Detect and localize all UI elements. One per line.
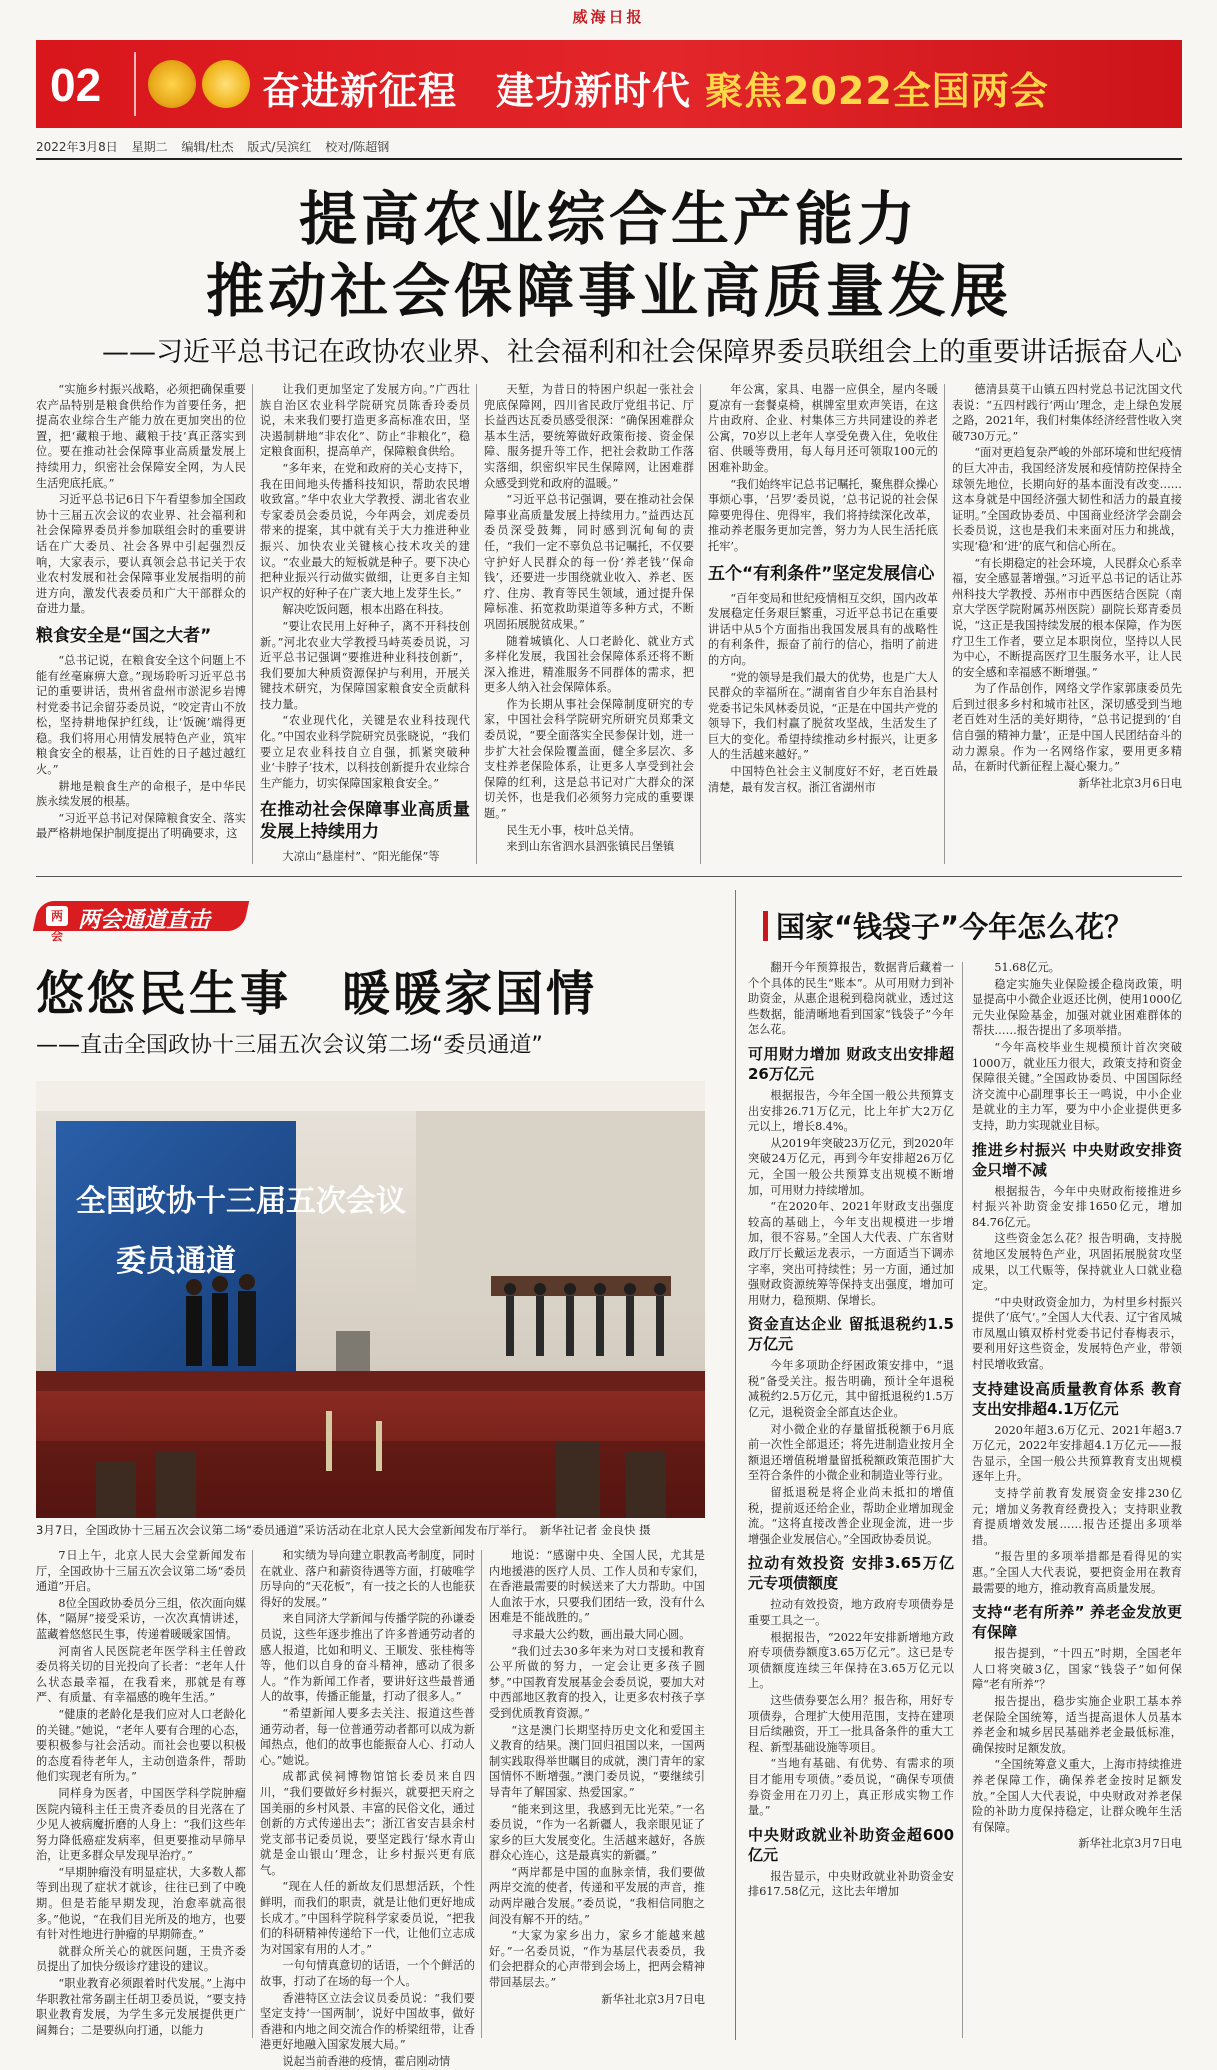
backdrop-text-2: 委员通道 bbox=[116, 1244, 236, 1279]
side-story-column-1 bbox=[748, 960, 954, 2042]
article-paragraph: “报告里的多项举措都是看得见的实惠。”全国人大代表说，要把资金用在教育最需要的地方，推动教育高质量发展。 bbox=[972, 1550, 1182, 1595]
side-story-column-2 bbox=[972, 960, 1182, 2042]
headline-line-2: 推动社会保障事业高质量发展 bbox=[205, 257, 1012, 325]
article-paragraph: 作为长期从事社会保障制度研究的专家，中国社会科学院研究所研究员郑秉文委员说，“要全面落实全民参保计划，进一步扩大社会保险覆盖面，健全多层次、多支柱养老保险体系，让更多人享受到社会保障的红利，这是总书记对广大群众的深切关怀，也是我们必须努力完成的重要课题。” bbox=[484, 697, 694, 821]
side-story-separator bbox=[735, 890, 736, 2040]
masthead-logo: 威海日报 bbox=[572, 8, 645, 26]
article-paragraph: 一句句情真意切的话语，一个个鲜活的故事，打动了在场的每一个人。 bbox=[260, 1959, 475, 1989]
article-paragraph: 报告提到，“十四五”时期，全国老年人口将突破3亿，国家“钱袋子”如何保障“老有所养”？ bbox=[972, 1647, 1182, 1692]
article-paragraph: 根据报告，“2022年安排新增地方政府专项债券额度3.65万亿元”。这已是专项债额度连续三年保持在3.65万亿元以上。 bbox=[748, 1630, 954, 1691]
column-separator bbox=[252, 1550, 253, 2038]
two-sessions-icon: 两会 bbox=[46, 906, 68, 926]
feature-column-1 bbox=[36, 1548, 246, 2042]
proof-credit: 校对/陈超钢 bbox=[325, 140, 390, 154]
top-story-column-5 bbox=[952, 382, 1182, 867]
dateline: 新华社北京3月7日电 bbox=[601, 1992, 705, 2006]
article-paragraph: 成都武侯祠博物馆馆长委员来自四川，“我们要做好乡村振兴，就要把天府之国美丽的乡村风景、丰富的民俗文化，通过创新的方式传递出去”；浙江省安吉县余村党支部书记委员说，要坚定践行‘绿水青山就是金山银山’理念，让乡村振兴更有底气。 bbox=[260, 1770, 475, 1877]
article-paragraph: 根据报告，今年中央财政衔接推进乡村振兴补助资金安排1650亿元，增加84.76亿元。 bbox=[972, 1184, 1182, 1229]
article-paragraph: “这是澳门长期坚持历史文化和爱国主义教育的结果。澳门回归祖国以来，一国两制实践取得举世瞩目的成就，澳门青年的家国情怀不断增强。”澳门委员说，“要继续引导青年了解国家、热爱国家。” bbox=[489, 1723, 705, 1799]
article-paragraph: 寻求最大公约数，画出最大同心圆。 bbox=[511, 1627, 691, 1641]
news-photo bbox=[36, 1081, 705, 1518]
article-paragraph: “今年高校毕业生规模预计首次突破1000万，就业压力很大，政策支持和资金保障很关键。”全国政协委员、中国国际经济交流中心副理事长王一鸣说，中小企业是就业的主力军，要为中小企业提供更多支持，助力实现就业目标。 bbox=[972, 1040, 1182, 1132]
issue-date: 2022年3月8日 bbox=[36, 140, 118, 154]
article-paragraph: “大家为家乡出力，家乡才能越来越好。”一名委员说，“作为基层代表委员，我们会把群众的心声带到会场上，把两会精神带回基层去。” bbox=[489, 1929, 705, 1990]
article-paragraph: “总书记说，在粮食安全这个问题上不能有丝毫麻痹大意。”现场聆听习近平总书记的重要讲话，贵州省盘州市淤泥乡岩博村党委书记余留芬委员说，“咬定青山不放松，坚持耕地保护红线，让‘饭碗’端得更稳。我们将用心用情发展特色产业，筑牢粮食安全的根基，让百姓的日子越过越红火。” bbox=[36, 653, 246, 777]
feature-column-3 bbox=[489, 1548, 705, 2042]
article-paragraph: 中国特色社会主义制度好不好，老百姓最清楚，最有发言权。浙江省湖州市 bbox=[708, 765, 938, 794]
feature-subtitle: ——直击全国政协十三届五次会议第二场“委员通道” bbox=[36, 1033, 543, 1058]
article-paragraph: “要让农民用上好种子，离不开科技创新。”河北农业大学教授马峙英委员说，习近平总书记强调“要推进种业科技创新”，我们要加大种质资源保护与利用，开展关键技术研究，为保障国家粮食安全贡献科技力量。 bbox=[260, 619, 470, 711]
article-paragraph: 支持学前教育发展资金安排230亿元；增加义务教育经费投入；支持职业教育提质增效发展……报告还提出多项举措。 bbox=[972, 1487, 1182, 1547]
slogan-gold: 聚焦2022全国两会 bbox=[705, 69, 1049, 113]
banner-divider bbox=[134, 52, 136, 116]
article-paragraph: “习近平总书记对保障粮食安全、落实最严格耕地保护制度提出了明确要求，这 bbox=[36, 811, 246, 841]
cppcc-emblem-icon bbox=[202, 60, 250, 108]
column-separator bbox=[944, 384, 945, 864]
top-story-column-4 bbox=[708, 382, 938, 867]
dateline: 新华社北京3月7日电 bbox=[1078, 1837, 1182, 1851]
side-story-title-text: 国家“钱袋子”今年怎么花？ bbox=[776, 910, 1134, 944]
slogan-main: 奋进新征程 建功新时代 bbox=[262, 69, 692, 113]
article-paragraph: 就群众所关心的就医问题，王贵齐委员提出了加快分级诊疗建设的建议。 bbox=[36, 1944, 246, 1974]
article-paragraph: “有长期稳定的社会环境，人民群众心系幸福，安全感显著增强。”习近平总书记的话让苏州科技大学教授、苏州市中西医结合医院（南京大学医学院附属苏州医院）副院长郑青委员说，“这正是我国持续发展的根本保障，作为医疗卫生工作者，要立足本职岗位，坚持以人民为中心，不断提高医疗卫生服务水平，让人民的安全感和幸福感不断增强。” bbox=[952, 556, 1182, 679]
section-subheading: 五个“有利条件”坚定发展信心 bbox=[708, 563, 935, 584]
section-tag bbox=[36, 897, 246, 943]
article-paragraph: “在2020年、2021年财政支出强度较高的基础上，今年支出规模进一步增加，很不容易。”全国人大代表、广东省财政厅厅长戴运龙表示，一方面适当下调赤字率，突出可持续性；另一方面，通过加强财政资源统筹等保持支出强度，增加可用财力，稳预期、保增长。 bbox=[748, 1200, 954, 1307]
article-paragraph: 来到山东省泗水县泗张镇民吕堡镇 bbox=[506, 840, 675, 854]
article-paragraph: 51.68亿元。 bbox=[994, 961, 1060, 974]
article-paragraph: 拉动有效投资，地方政府专项债券是重要工具之一。 bbox=[748, 1598, 954, 1627]
article-paragraph: “我们过去30多年来为对口支援和教育公平所做的努力，一定会让更多孩子圆梦。”中国教育发展基金会委员说，要加大对中西部地区教育的投入，让更多农村孩子享受到优质教育资源。” bbox=[489, 1644, 705, 1720]
section-subheading: 中央财政就业补助资金超600亿元 bbox=[748, 1825, 954, 1864]
article-paragraph: 从2019年突破23万亿元，到2020年突破24万亿元，再到今年安排超26万亿元，全国一般公共预算支出规模不断增加，可用财力持续增加。 bbox=[748, 1136, 954, 1197]
article-paragraph: 香港特区立法会议员委员说：“我们要坚定支持‘一国两制’，说好中国故事，做好香港和内地之间交流合作的桥梁纽带，让香港更好地融入国家发展大局。” bbox=[260, 1991, 475, 2052]
headline-subtitle: ——习近平总书记在政协农业界、社会福利和社会保障界委员联组会上的重要讲话振奋人心 bbox=[102, 337, 1182, 368]
article-paragraph: 年公寓，家具、电器一应俱全，屋内冬暖夏凉有一套餐桌椅，棋牌室里欢声笑语，在这片由政府、企业、村集体三方共同建设的养老公寓，70岁以上老年人享受免费入住，免收住宿、供暖等费用，每人每月还可领取100元的困难补助金。 bbox=[708, 383, 938, 474]
section-banner bbox=[36, 40, 1182, 128]
issue-weekday: 星期二 bbox=[131, 140, 168, 154]
section-subheading: 支持建设高质量教育体系 教育支出安排超4.1万亿元 bbox=[972, 1379, 1182, 1418]
section-subheading: 粮食安全是“国之大者” bbox=[36, 625, 212, 646]
article-paragraph: “农业现代化，关键是农业科技现代化。”中国农业科学院研究员张晓说，“我们要立足农业科技自立自强，抓紧突破种业‘卡脖子’技术，以科技创新提升农业综合生产能力，切实保障国家粮食安全。” bbox=[260, 714, 470, 790]
article-paragraph: “中央财政资金加力，为村里乡村振兴提供了‘底气’。”全国人大代表、辽宁省凤城市凤凰山镇双桥村党委书记付春梅表示，要利用好这些资金，发展特色产业，带领村民增收致富。 bbox=[972, 1295, 1182, 1372]
section-subheading: 资金直达企业 留抵退税约1.5万亿元 bbox=[748, 1315, 954, 1354]
page-number: 02 bbox=[50, 59, 102, 111]
article-paragraph: 和实绩为导向建立职教高考制度，同时在就业、落户和薪资待遇等方面，打破唯学历导向的“天花板”，有一技之长的人也能获得好的发展。” bbox=[260, 1549, 475, 1609]
editor-credit: 编辑/杜杰 bbox=[181, 140, 234, 154]
article-paragraph: “百年变局和世纪疫情相互交织，国内改革发展稳定任务艰巨繁重，习近平总书记在重要讲话中从5个方面指出我国发展具有的战略性的有利条件，振奋了前行的信心，指明了前进的方向。 bbox=[708, 591, 938, 667]
top-rule bbox=[36, 158, 1182, 160]
article-paragraph: 7日上午，北京人民大会堂新闻发布厅，全国政协十三届五次会议第二场“委员通道”开启。 bbox=[36, 1549, 246, 1594]
article-paragraph: “习近平总书记强调，要在推动社会保障事业高质量发展上持续用力。”益西达瓦委员深受鼓舞，同时感到沉甸甸的责任，“我们一定不辜负总书记嘱托，不仅要守护好人民群众的每一份‘养老钱’‘保命钱’，还要进一步围绕就业收入、养老、医疗、住房、教育等民生领域，通过提升保障标准、拓宽救助渠道等多种方式，不断巩固拓展脱贫成果。” bbox=[484, 493, 694, 631]
article-paragraph: 耕地是粮食生产的命根子，是中华民族永续发展的根基。 bbox=[36, 779, 246, 809]
column-separator bbox=[252, 384, 253, 864]
article-paragraph: 留抵退税是将企业尚未抵扣的增值税，提前返还给企业，帮助企业增加现金流。“这将直接改善企业现金流，进一步增强企业发展信心。”全国政协委员说。 bbox=[748, 1486, 954, 1546]
section-subheading: 在推动社会保障事业高质量发展上持续用力 bbox=[260, 800, 470, 843]
article-paragraph: “多年来，在党和政府的关心支持下，我在田间地头传播科技知识，帮助农民增收致富。”华中农业大学教授、湖北省农业专家委员会委员说，今年两会，刘虎委员带来的提案，其中就有关于大力推进种业振兴、加快农业关键核心技术攻关的建议。“农业最大的短板就是种子。要下决心把种业振兴行动做实做细，让更多自主知识产权的好种子在广袤大地上发芽生长。” bbox=[260, 461, 470, 600]
article-paragraph: 对小微企业的存量留抵税额于6月底前一次性全部退还；将先进制造业按月全额退还增值税增量留抵税额政策范围扩大至符合条件的小微企业和制造业等行业。 bbox=[748, 1422, 954, 1483]
article-paragraph: 德清县莫干山镇五四村党总书记沈国文代表说：“五四村践行‘两山’理念，走上绿色发展之路，2021年，我们村集体经济经营性收入突破730万元。” bbox=[952, 383, 1182, 443]
article-paragraph: 随着城镇化、人口老龄化、就业方式多样化发展，我国社会保障体系还将不断深入推进，精准服务不同群体的需求，把更多人纳入社会保障体系。 bbox=[484, 634, 694, 695]
article-paragraph: “全国统筹意义重大，上海市持续推进养老保障工作，确保养老金按时足额发放。”全国人大代表说，中央财政对养老保险的补助力度保持稳定，让群众晚年生活有保障。 bbox=[972, 1758, 1182, 1834]
section-subheading: 拉动有效投资 安排3.65万亿元专项债额度 bbox=[748, 1554, 954, 1593]
national-emblem-icon bbox=[148, 60, 196, 108]
article-paragraph: 河南省人民医院老年医学科主任曾政委员将关切的目光投向了长者：“老年人什么状态最幸福，在我看来，那就是有尊严、有质量、有幸福感的晚年生活。” bbox=[36, 1644, 246, 1705]
top-story-column-2 bbox=[260, 382, 470, 867]
article-paragraph: “当地有基础、有优势、有需求的项目才能用专项债。”委员说，“确保专项债券资金用在刀刃上，真正形成实物工作量。” bbox=[748, 1757, 954, 1818]
article-paragraph: “党的领导是我们最大的优势，也是广大人民群众的幸福所在。”湖南省自少年东自治县村党委书记朱风林委员说，“正是在中国共产党的领导下，我们村赢了脱贫攻坚战，生活发生了巨大的变化。希望持续推动乡村振兴，让更多人的生活越来越好。” bbox=[708, 670, 938, 762]
article-paragraph: 习近平总书记6日下午看望参加全国政协十三届五次会议的农业界、社会福利和社会保障界委员并参加联组会时的重要讲话在广大委员、社会各界中引起强烈反响，大家表示，要认真领会总书记关于农业农村发展和社会保障事业发展指明的前进方向，激发代表委员和广大干部群众的奋进力量。 bbox=[36, 493, 246, 616]
press-hall-illustration bbox=[36, 1081, 705, 1518]
section-subheading: 可用财力增加 财政支出安排超26万亿元 bbox=[748, 1044, 954, 1083]
article-paragraph: 报告显示，中央财政就业补助资金安排617.58亿元，这比去年增加 bbox=[748, 1869, 954, 1899]
title-accent-bar bbox=[763, 911, 768, 941]
article-paragraph: 民生无小事，枝叶总关情。 bbox=[506, 823, 641, 837]
article-paragraph: “我们始终牢记总书记嘱托，聚焦群众操心事烦心事，‘吕罗’委员说，‘总书记说的社会保障要兜得住、兜得牢，我们将持续深化改革，推动养老服务更加完善，努力为人民生活托底托牢’。 bbox=[708, 477, 938, 553]
article-paragraph: 报告提出，稳步实施企业职工基本养老保险全国统筹，适当提高退休人员基本养老金和城乡居民基础养老金最低标准，确保按时足额发放。 bbox=[972, 1694, 1182, 1755]
article-paragraph: “希望新闻人要多去关注、报道这些普通劳动者，每一位普通劳动者都可以成为新闻热点，他们的故事也能振奋人心、打动人心。”她说。 bbox=[260, 1706, 475, 1767]
section-tag-label: 两会通道直击 bbox=[78, 908, 211, 933]
article-paragraph: 让我们更加坚定了发展方向。”广西壮族自治区农业科学院研究员陈香玲委员说，未来我们要打造更多高标准农田，坚决遏制耕地“非农化”、防止“非粮化”，稳定粮食面积，提高单产，保障粮食供给。 bbox=[260, 383, 470, 459]
column-separator bbox=[962, 962, 963, 2038]
section-subheading: 推进乡村振兴 中央财政安排资金只增不减 bbox=[972, 1140, 1182, 1179]
article-paragraph: 地说：“感谢中央、全国人民，尤其是内地援港的医疗人员、工作人员和专家们，在香港最需要的时候送来了大力帮助。中国人血浓于水，只要我们团结一致，没有什么困难是不能战胜的。” bbox=[489, 1549, 705, 1625]
dateline: 新华社北京3月6日电 bbox=[1078, 776, 1182, 790]
section-subheading: 支持“老有所养” 养老金发放更有保障 bbox=[972, 1603, 1182, 1642]
article-paragraph: 这些资金怎么花？报告明确，支持脱贫地区发展特色产业，巩固拓展脱贫攻坚成果，以工代赈等，保持就业人口就业稳定。 bbox=[972, 1232, 1182, 1293]
article-paragraph: 解决吃饭问题，根本出路在科技。 bbox=[282, 603, 451, 617]
article-paragraph: “能来到这里，我感到无比光荣。”一名委员说，“作为一名新疆人，我亲眼见证了家乡的巨大发展变化。生活越来越好，各族群众心连心，这是最真实的新疆。” bbox=[489, 1802, 705, 1863]
article-paragraph: 翻开今年预算报告，数据背后藏着一个个具体的民生“账本”。从可用财力到补助资金，从惠企退税到稳岗就业，透过这些数据，能清晰地看到国家“钱袋子”今年怎么花。 bbox=[748, 961, 954, 1037]
article-paragraph: 来自同济大学新闻与传播学院的孙谦委员说，这些年逐步推出了许多普通劳动者的感人报道，比如和明义、王顺发、张桂梅等等，他们以自身的奋斗精神，感动了很多人。“作为新闻工作者，要讲好这些最普通人的故事，传播正能量，打动了很多人。” bbox=[260, 1612, 475, 1704]
banner-slogan bbox=[262, 60, 1049, 115]
article-paragraph: “职业教育必须跟着时代发展。”上海中华职教社常务副主任胡卫委员说，“要支持职业教育发展，为学生多元发展提供更广阔舞台；二是要纵向打通，以能力 bbox=[36, 1977, 246, 2037]
column-separator bbox=[481, 1550, 482, 2038]
top-story-column-1 bbox=[36, 382, 246, 867]
article-paragraph: 说起当前香港的疫情，霍启刚动情 bbox=[282, 2055, 451, 2068]
article-paragraph: “两岸都是中国的血脉亲情，我们要做两岸交流的使者，传递和平发展的声音，推动两岸融合发展。”委员说，“我相信同胞之间没有解不开的结。” bbox=[489, 1865, 705, 1926]
side-story-title bbox=[763, 905, 1183, 946]
top-story-column-3 bbox=[484, 382, 694, 867]
article-paragraph: “面对更趋复杂严峻的外部环境和世纪疫情的巨大冲击，我国经济发展和疫情防控保持全球领先地位，长期向好的基本面没有改变……这本身就是中国经济强大韧性和活力的最直接证明。”全国政协委员、中国商业经济学会副会长委员说，这也是我们未来面对压力和挑战，实现‘稳’和‘进’的底气和信心所在。 bbox=[952, 446, 1182, 553]
column-separator bbox=[476, 384, 477, 864]
article-paragraph: 这些债券要怎么用？报告称，用好专项债券，合理扩大使用范围，支持在建项目后续融资，开工一批具备条件的重大工程、新型基础设施等项目。 bbox=[748, 1693, 954, 1754]
article-paragraph: “实施乡村振兴战略，必须把确保重要农产品特别是粮食供给作为首要任务，把提高农业综合生产能力放在更加突出的位置，把‘藏粮于地、藏粮于技’真正落实到位。要在推动社会保障事业高质量发展上持续用力，织密社会保障安全网，为人民生活兜底托底。” bbox=[36, 383, 246, 490]
backdrop-text-1: 全国政协十三届五次会议 bbox=[76, 1184, 406, 1219]
issue-info-bar bbox=[36, 138, 1182, 158]
article-paragraph: 稳定实施失业保险援企稳岗政策，明显提高中小微企业返还比例，使用1000亿元失业保险基金，加强对就业困难群体的帮扶……报告提出了多项举措。 bbox=[972, 977, 1182, 1038]
article-paragraph: 2020年超3.6万亿元、2021年超3.7万亿元，2022年安排超4.1万亿元——报告显示，全国一般公共预算教育支出规模逐年上升。 bbox=[972, 1423, 1182, 1484]
article-paragraph: 8位全国政协委员分三组，依次面向媒体，“隔屏”接受采访，一次次真情讲述，蓝藏着悠悠民生事，传递着暖暖家国情。 bbox=[36, 1596, 246, 1641]
article-paragraph: 天堑，为昔日的特困户织起一张社会兜底保障网，四川省民政厅党组书记、厅长益西达瓦委员感受很深：“确保困难群众基本生活，要统筹做好政策衔接、资金保障、服务提升等工作，把社会救助工作落实落细，织密织牢民生保障网，让困难群众感受到党和政府的温暖。” bbox=[484, 383, 694, 490]
article-paragraph: “健康的老龄化是我们应对人口老龄化的关键。”她说，“老年人要有合理的心态，要积极参与社会活动。而社会也要以积极的态度看待老年人，主动创造条件，帮助他们实现老有所为。” bbox=[36, 1707, 246, 1784]
article-paragraph: 同样身为医者，中国医学科学院肿瘤医院内镜科主任王贵齐委员的目光落在了少见人被病魔折磨的人身上：“我们这些年努力降低癌症发病率，但更要推动早筛早治，让更多群众早发现早治疗。” bbox=[36, 1786, 246, 1863]
feature-title: 悠悠民生事 暖暖家国情 bbox=[36, 966, 598, 1022]
article-paragraph: “现在人任的新故友们思想活跃，个性鲜明，而我们的职责，就是让他们更好地成长成才。”中国科学院科学家委员说，“把我们的科研精神传递给下一代，让他们立志成为对国家有用的人才。” bbox=[260, 1880, 475, 1956]
photo-caption: 3月7日，全国政协十三届五次会议第二场“委员通道”采访活动在北京人民大会堂新闻发布厅举行。 新华社记者 金良快 摄 bbox=[36, 1523, 651, 1537]
section-rule bbox=[36, 876, 1182, 877]
layout-credit: 版式/吴滨红 bbox=[247, 140, 312, 154]
article-paragraph: 今年多项助企纾困政策安排中，“退税”备受关注。报告明确，预计全年退税减税约2.5万亿元，其中留抵退税约1.5万亿元，退税资金全部直达企业。 bbox=[748, 1359, 954, 1420]
headline-line-1: 提高农业综合生产能力 bbox=[298, 185, 919, 253]
feature-column-2 bbox=[260, 1548, 475, 2068]
article-paragraph: “早期肿瘤没有明显症状，大多数人都等到出现了症状才就诊，往往已到了中晚期。但是若能早期发现，治愈率就高很多。”他说，“在我们目光所及的地方，也要有针对性地进行肿瘤的早期筛查。” bbox=[36, 1865, 246, 1942]
column-separator bbox=[700, 384, 701, 864]
article-paragraph: 根据报告，今年全国一般公共预算支出安排26.71万亿元，比上年扩大2万亿元以上，增长8.4%。 bbox=[748, 1088, 954, 1134]
article-paragraph: 为了作品创作，网络文学作家郭康委员先后到过很多乡村和城市社区，深切感受到当地老百姓对生活的美好期待，“总书记提到的‘自信自强的精神力量’，正是中国人民团结奋斗的动力源泉。作为一名网络作家，要用更多精品，在新时代新征程上凝心聚力。” bbox=[952, 682, 1182, 774]
article-paragraph: 大凉山“悬崖村”、“阳光能保”等 bbox=[282, 850, 440, 864]
